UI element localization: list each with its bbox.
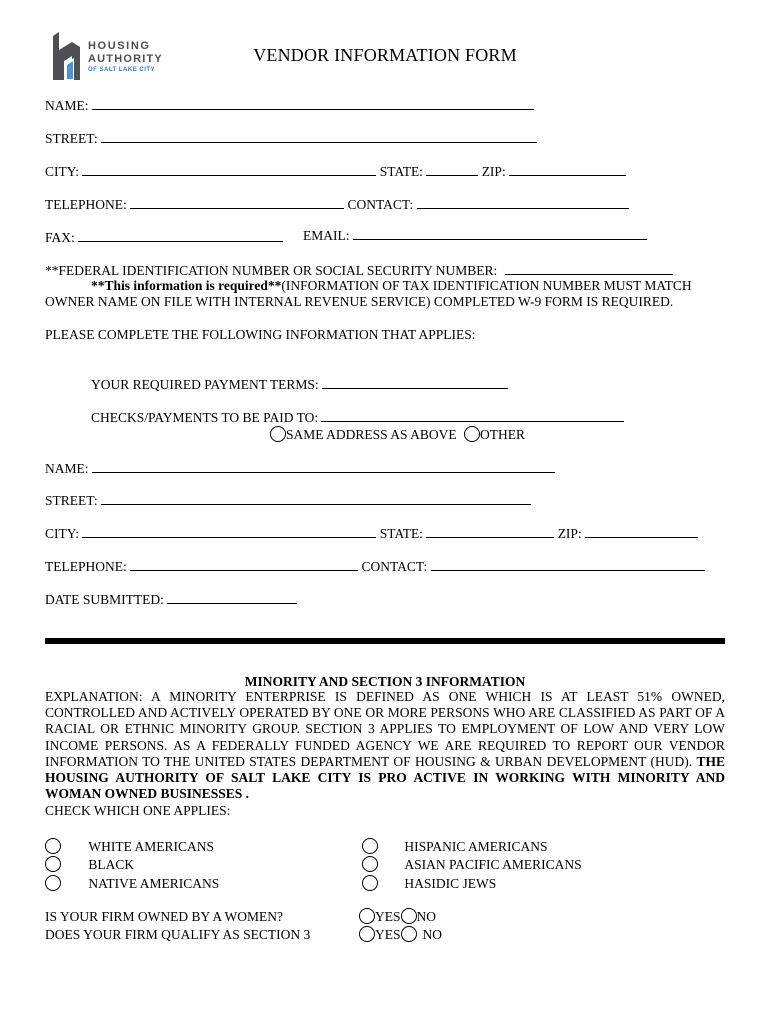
payee-contact-label: CONTACT: xyxy=(361,559,428,574)
checks-paid-to-label: CHECKS/PAYMENTS TO BE PAID TO: xyxy=(91,410,319,425)
payee-street-label: STREET: xyxy=(45,493,98,508)
payee-zip-field[interactable] xyxy=(585,525,698,538)
hispanic-americans-label: HISPANIC AMERICANS xyxy=(404,839,548,854)
payee-telephone-label: TELEPHONE: xyxy=(45,559,127,574)
vendor-city-field[interactable] xyxy=(82,163,376,176)
vendor-zip-label: ZIP: xyxy=(481,164,506,179)
asian-pacific-americans-radio[interactable] xyxy=(362,856,378,872)
section3-question: DOES YOUR FIRM QUALIFY AS SECTION 3 xyxy=(45,927,311,942)
payee-address-options xyxy=(270,426,525,443)
native-americans-label: NATIVE AMERICANS xyxy=(88,876,220,891)
payee-city-label: CITY: xyxy=(45,526,80,541)
section3-yes-radio[interactable] xyxy=(359,926,375,942)
asian-pacific-americans-label: ASIAN PACIFIC AMERICANS xyxy=(404,857,582,872)
federal-id-label: **FEDERAL IDENTIFICATION NUMBER OR SOCIAL SECURITY NUMBER: xyxy=(45,263,498,278)
vendor-telephone-label: TELEPHONE: xyxy=(45,197,127,212)
checks-paid-to-field[interactable] xyxy=(321,409,624,422)
vendor-city-row xyxy=(45,163,626,180)
hasidic-jews-label: HASIDIC JEWS xyxy=(404,876,497,891)
white-americans-label: WHITE AMERICANS xyxy=(88,839,214,854)
vendor-street-field[interactable] xyxy=(101,130,537,143)
payee-name-field[interactable] xyxy=(92,460,555,473)
option-asian-pacific-americans xyxy=(362,856,582,873)
other-radio[interactable] xyxy=(464,426,480,442)
payment-terms-label: YOUR REQUIRED PAYMENT TERMS: xyxy=(91,377,319,392)
option-black xyxy=(45,856,134,873)
vendor-contact-label: CONTACT: xyxy=(347,197,414,212)
section3-no-radio[interactable] xyxy=(401,926,417,942)
same-address-radio[interactable] xyxy=(270,426,286,442)
checks-paid-to-row xyxy=(91,409,624,426)
vendor-name-row xyxy=(45,97,534,114)
explanation-bold-text: THE HOUSING AUTHORITY OF SALT LAKE CITY IS PRO ACTIVE IN WORKING WITH MINORITY AND WOMAN OWNED BUSINESSES . xyxy=(45,753,725,802)
date-submitted-label: DATE SUBMITTED: xyxy=(45,592,164,607)
federal-id-field[interactable] xyxy=(505,262,673,275)
federal-id-row xyxy=(45,262,673,279)
vendor-email-row xyxy=(303,227,647,244)
logo-line-1: HOUSING xyxy=(88,40,151,52)
payee-street-field[interactable] xyxy=(101,492,531,505)
payee-state-field[interactable] xyxy=(426,525,554,538)
women-owned-yes-radio[interactable] xyxy=(359,908,375,924)
minority-section-heading: MINORITY AND SECTION 3 INFORMATION xyxy=(244,674,526,689)
vendor-street-row xyxy=(45,130,537,147)
vendor-fax-label: FAX: xyxy=(45,230,75,245)
option-hispanic-americans xyxy=(362,838,548,855)
vendor-email-field[interactable] xyxy=(353,227,647,240)
payment-terms-field[interactable] xyxy=(322,376,508,389)
women-owned-question: IS YOUR FIRM OWNED BY A WOMEN? xyxy=(45,909,284,924)
vendor-name-field[interactable] xyxy=(92,97,534,110)
instructions-text: PLEASE COMPLETE THE FOLLOWING INFORMATION THAT APPLIES: xyxy=(45,327,476,342)
required-note-line-1 xyxy=(91,278,692,294)
check-which-label: CHECK WHICH ONE APPLIES: xyxy=(45,803,231,818)
section3-yes-label: YES xyxy=(375,927,401,942)
date-submitted-row xyxy=(45,591,297,608)
black-label: BLACK xyxy=(88,857,135,872)
payee-contact-field[interactable] xyxy=(431,558,705,571)
logo-line-3: OF SALT LAKE CITY xyxy=(88,67,156,73)
logo-line-2: AUTHORITY xyxy=(88,53,163,65)
payment-terms-row xyxy=(91,376,508,393)
payee-telephone-row xyxy=(45,558,705,575)
women-owned-no-radio[interactable] xyxy=(401,908,417,924)
vendor-telephone-row xyxy=(45,196,629,213)
other-label: OTHER xyxy=(480,427,526,442)
minority-explanation xyxy=(45,689,725,802)
explanation-text: EXPLANATION: A MINORITY ENTERPRISE IS DEFINED AS ONE WHICH IS AT LEAST 51% OWNED, CONTROLLED AND ACTIVELY OPERATED BY ONE OR MORE PERSONS WHO ARE CLASSIFIED AS PART OF A RACIAL OR ETHNIC MINORITY GROUP. SECTION 3 APPLIES TO EMPLOYMENT OF LOW AND VERY LOW INCOME PERSONS. AS A FEDERALLY FUNDED AGENCY WE ARE REQUIRED TO REPORT OUR VENDOR INFORMATION TO THE UNITED STATES DEPARTMENT OF HOUSING & URBAN DEVELOPMENT (HUD). xyxy=(45,689,725,769)
option-white-americans xyxy=(45,838,214,855)
white-americans-radio[interactable] xyxy=(45,838,61,854)
payee-name-label: NAME: xyxy=(45,461,89,476)
vendor-fax-row xyxy=(45,229,283,246)
payee-city-field[interactable] xyxy=(82,525,376,538)
required-note-line-2: OWNER NAME ON FILE WITH INTERNAL REVENUE SERVICE) COMPLETED W-9 FORM IS REQUIRED. xyxy=(45,294,674,309)
payee-telephone-field[interactable] xyxy=(130,558,358,571)
vendor-name-label: NAME: xyxy=(45,98,89,113)
payee-name-row xyxy=(45,460,555,477)
option-native-americans xyxy=(45,875,219,892)
required-note-text-1: (INFORMATION OF TAX IDENTIFICATION NUMBER MUST MATCH xyxy=(281,278,692,293)
vendor-zip-field[interactable] xyxy=(509,163,626,176)
payee-state-label: STATE: xyxy=(379,526,423,541)
hasidic-jews-radio[interactable] xyxy=(362,875,378,891)
required-bold-text: **This information is required** xyxy=(91,278,282,293)
page-title: VENDOR INFORMATION FORM xyxy=(253,45,517,65)
vendor-telephone-field[interactable] xyxy=(130,196,344,209)
black-radio[interactable] xyxy=(45,856,61,872)
vendor-city-label: CITY: xyxy=(45,164,80,179)
vendor-email-label: EMAIL: xyxy=(303,228,350,243)
vendor-state-label: STATE: xyxy=(379,164,423,179)
vendor-fax-field[interactable] xyxy=(78,229,283,242)
native-americans-radio[interactable] xyxy=(45,875,61,891)
date-submitted-field[interactable] xyxy=(167,591,297,604)
section3-answers xyxy=(359,926,442,943)
women-owned-answers xyxy=(359,908,436,925)
payee-zip-label: ZIP: xyxy=(557,526,582,541)
section-divider xyxy=(45,638,725,644)
option-hasidic-jews xyxy=(362,875,496,892)
vendor-street-label: STREET: xyxy=(45,131,98,146)
vendor-state-field[interactable] xyxy=(426,163,478,176)
payee-city-row xyxy=(45,525,698,542)
hispanic-americans-radio[interactable] xyxy=(362,838,378,854)
vendor-contact-field[interactable] xyxy=(417,196,629,209)
section3-no-label: NO xyxy=(422,927,443,942)
women-owned-yes-label: YES xyxy=(375,909,401,924)
same-address-label: SAME ADDRESS AS ABOVE xyxy=(286,427,457,442)
women-owned-no-label: NO xyxy=(416,909,437,924)
payee-street-row xyxy=(45,492,531,509)
